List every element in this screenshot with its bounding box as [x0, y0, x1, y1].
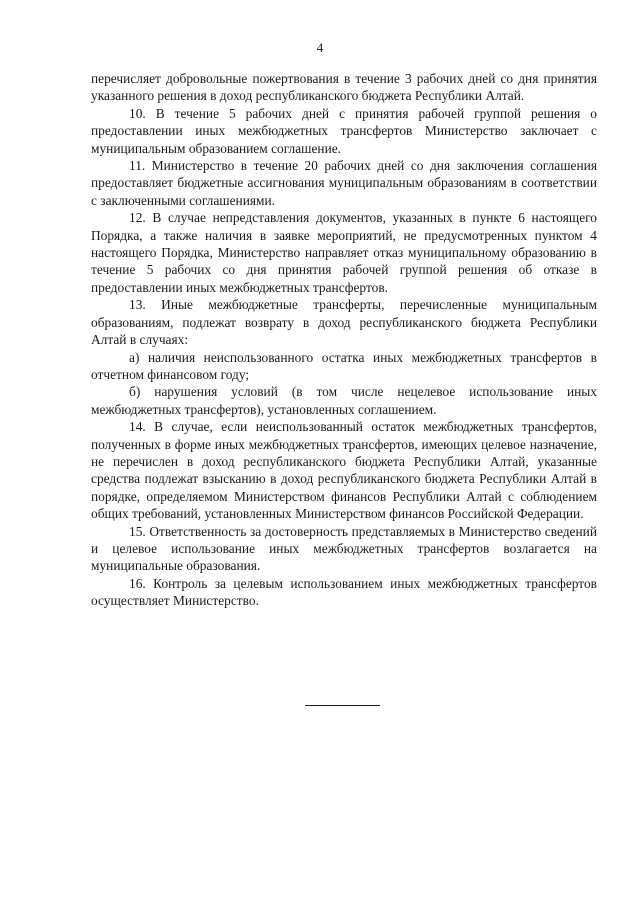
- paragraph-continuation: перечисляет добровольные пожертвования в течение 3 рабочих дней со дня принятия указанного решения в доход республиканского бюджета Республики Алтай.: [91, 71, 597, 104]
- paragraph-11: 11. Министерство в течение 20 рабочих дней со дня заключения соглашения предоставляет бюджетные ассигнования муниципальным образованиям в соответствии с заключенными соглашениями.: [91, 158, 597, 208]
- paragraph-13a: а) наличия неиспользованного остатка иных межбюджетных трансфертов в отчетном финансовом году;: [91, 349, 597, 382]
- end-divider-line: [305, 705, 380, 706]
- paragraph-15: 15. Ответственность за достоверность представляемых в Министерство сведений и целевое использование иных межбюджетных трансфертов возлагается на муниципальные образования.: [91, 523, 597, 574]
- paragraph-13b: б) нарушения условий (в том числе нецелевое использование иных межбюджетных трансфертов), установленных соглашением.: [91, 384, 597, 417]
- paragraph-14: 14. В случае, если неиспользованный остаток межбюджетных трансфертов, полученных в форме иных межбюджетных трансфертов, имеющих целевое назначение, не перечислен в доход республиканского бюджета Республики Алтай, указанные средства подлежат взысканию в доход республиканского бюджета Республики Алтай в порядке, определяемом Министерством финансов Республики Алтай с соблюдением общих требований, установленных Министерством финансов Российской Федерации.: [91, 419, 597, 522]
- page-number: 4: [316, 40, 324, 55]
- paragraph-16: 16. Контроль за целевым использованием иных межбюджетных трансфертов осуществляет Министерство.: [91, 575, 597, 609]
- paragraph-13: 13. Иные межбюджетные трансферты, перечисленные муниципальным образованиям, подлежат возврату в доход республиканского бюджета Республики Алтай в случаях:: [91, 297, 597, 348]
- paragraph-12: 12. В случае непредставления документов, указанных в пункте 6 настоящего Порядка, а также наличия в заявке мероприятий, не предусмотренных пунктом 4 настоящего Порядка, Министерство направляет отказ муниципальному образованию в течение 5 рабочих со дня принятия рабочей группой решения об отказе в предоставлении иных межбюджетных трансфертов.: [91, 210, 597, 295]
- document-body: [91, 70, 597, 610]
- paragraph-10: 10. В течение 5 рабочих дней с принятия рабочей группой решения о предоставлении иных межбюджетных трансфертов Министерство заключает с муниципальным образованием соглашение.: [91, 105, 597, 156]
